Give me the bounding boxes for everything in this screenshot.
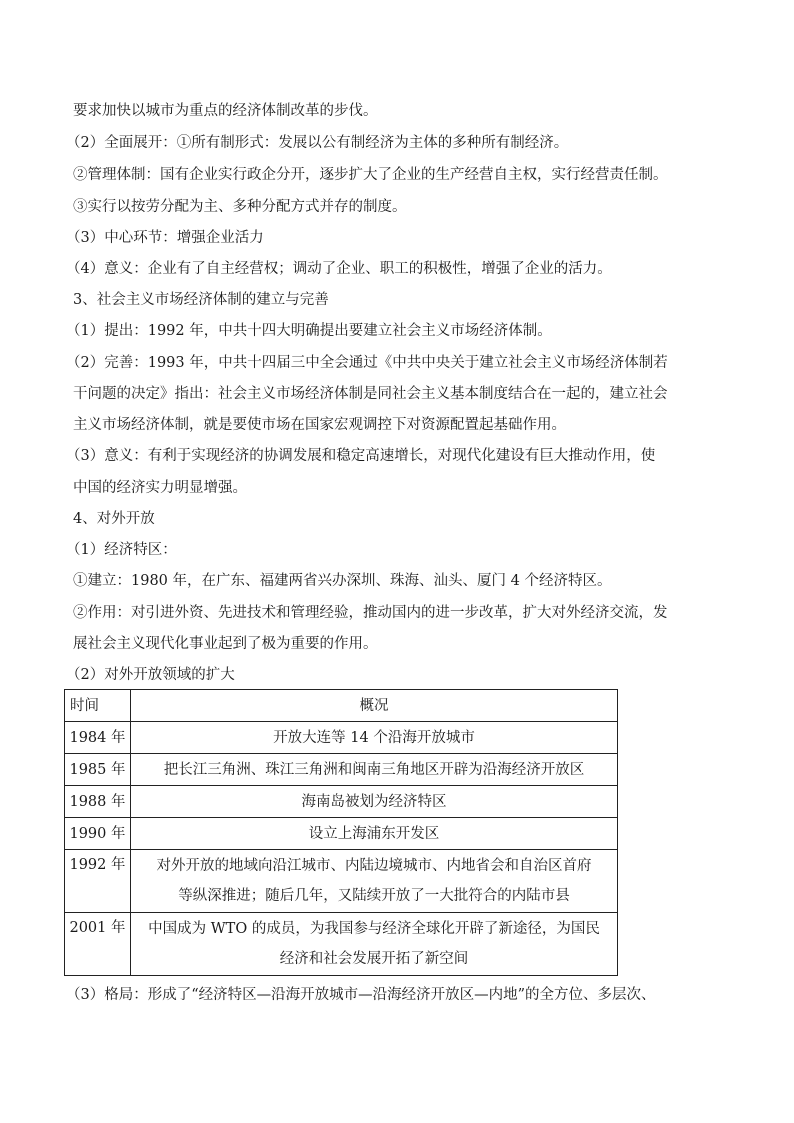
paragraph-line: 中国的经济实力明显增强。: [73, 480, 247, 496]
table-cell-year: 1984 年: [65, 722, 131, 754]
table-header-cell: 概况: [131, 690, 618, 722]
description-line: 等纵深推进；随后几年，又陆续开放了一大批符合的内陆市县: [178, 888, 570, 904]
table-row: [65, 850, 618, 913]
table-cell-year: 1985 年: [65, 754, 131, 786]
paragraph-line: （2）全面展开：①所有制形式：发展以公有制经济为主体的多种所有制经济。: [66, 135, 569, 151]
section-heading: 3、社会主义市场经济体制的建立与完善: [73, 292, 329, 308]
table-cell-year: 1992 年: [65, 850, 131, 913]
table-cell-description: [131, 850, 618, 913]
paragraph-line: （1）经济特区：: [66, 542, 177, 558]
paragraph-line: ②作用：对引进外资、先进技术和管理经验，推动国内的进一步改革，扩大对外经济交流，发: [73, 605, 668, 621]
paragraph-line: （4）意义：企业有了自主经营权；调动了企业、职工的积极性，增强了企业的活力。: [66, 261, 612, 277]
table-cell-description: 把长江三角洲、珠江三角洲和闽南三角地区开辟为沿海经济开放区: [131, 754, 618, 786]
table-header-cell: 时间: [65, 690, 131, 722]
table-row: [65, 722, 618, 754]
description-line: 中国成为 WTO 的成员，为我国参与经济全球化开辟了新途径，为国民: [148, 921, 600, 937]
description-line: 对外开放的地域向沿江城市、内陆边境城市、内地省会和自治区首府: [156, 858, 592, 874]
paragraph-line: 主义市场经济体制，就是要使市场在国家宏观调控下对资源配置起基础作用。: [73, 417, 566, 433]
table-row: [65, 786, 618, 818]
table-cell-description: 设立上海浦东开发区: [131, 818, 618, 850]
table-cell-description: [131, 913, 618, 976]
table-row: [65, 754, 618, 786]
table-cell-year: 1988 年: [65, 786, 131, 818]
table-cell-year: 1990 年: [65, 818, 131, 850]
paragraph-line: 干问题的决定》指出：社会主义市场经济体制是同社会主义基本制度结合在一起的，建立社会: [73, 386, 668, 402]
table-cell-year: 2001 年: [65, 913, 131, 976]
paragraph-line: （2）完善：1993 年，中共十四届三中全会通过《中共中央关于建立社会主义市场经济体制若: [66, 355, 668, 371]
table-cell-description: 海南岛被划为经济特区: [131, 786, 618, 818]
table-cell-description: 开放大连等 14 个沿海开放城市: [131, 722, 618, 754]
opening-up-table: [64, 689, 618, 976]
section-heading: 4、对外开放: [73, 511, 155, 527]
table-row: [65, 818, 618, 850]
paragraph-line: （3）中心环节：增强企业活力: [66, 230, 264, 246]
paragraph-line: ③实行以按劳分配为主、多种分配方式并存的制度。: [73, 199, 407, 215]
table-row: [65, 913, 618, 976]
paragraph-line: 展社会主义现代化事业起到了极为重要的作用。: [73, 636, 378, 652]
description-line: 经济和社会发展开拓了新空间: [279, 951, 469, 967]
paragraph-line: （3）意义：有利于实现经济的协调发展和稳定高速增长，对现代化建设有巨大推动作用，使: [66, 448, 656, 464]
table-header-row: [65, 690, 618, 722]
paragraph-line: 要求加快以城市为重点的经济体制改革的步伐。: [73, 103, 378, 119]
paragraph-line: （3）格局：形成了“经济特区—沿海开放城市—沿海经济开放区—内地”的全方位、多层次、: [66, 987, 656, 1003]
paragraph-line: （1）提出：1992 年，中共十四大明确提出要建立社会主义市场经济体制。: [66, 323, 552, 339]
paragraph-line: （2）对外开放领域的扩大: [66, 667, 235, 683]
paragraph-line: ①建立：1980 年，在广东、福建两省兴办深圳、珠海、汕头、厦门 4 个经济特区。: [73, 573, 612, 589]
paragraph-line: ②管理体制：国有企业实行政企分开，逐步扩大了企业的生产经营自主权，实行经营责任制。: [73, 167, 668, 183]
